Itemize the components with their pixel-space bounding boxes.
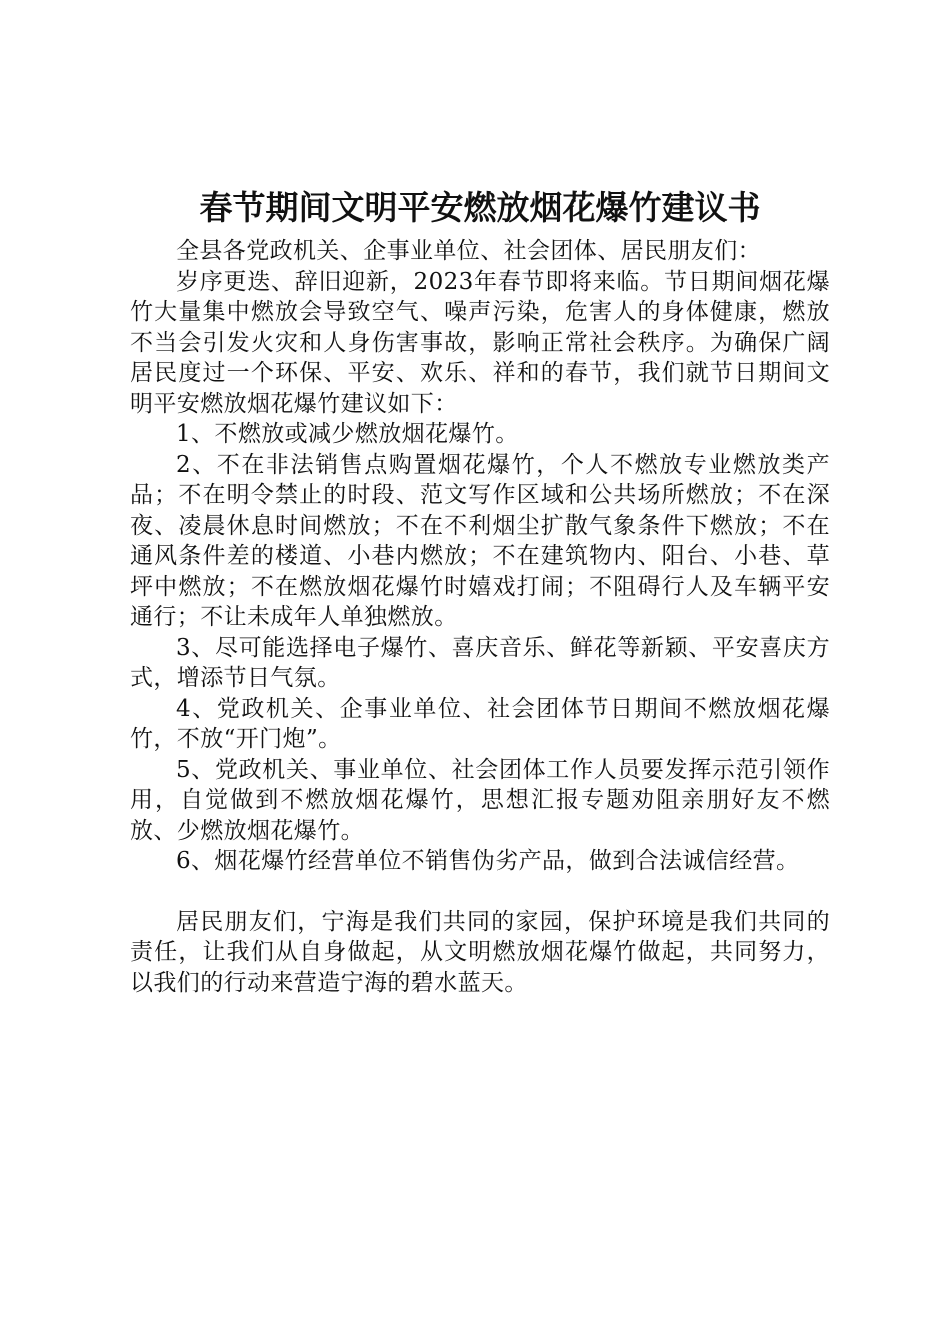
closing-paragraph: 居民朋友们，宁海是我们共同的家园，保护环境是我们共同的责任，让我们从自身做起，从文明燃放烟花爆竹做起，共同努力，以我们的行动来营造宁海的碧水蓝天。: [130, 908, 830, 996]
document-page: [130, 180, 830, 998]
list-item: 2、不在非法销售点购置烟花爆竹，个人不燃放专业燃放类产品；不在明令禁止的时段、范文写作区域和公共场所燃放；不在深夜、凌晨休息时间燃放；不在不利烟尘扩散气象条件下燃放；不在通风条件差的楼道、小巷内燃放；不在建筑物内、阳台、小巷、草坪中燃放；不在燃放烟花爆竹时嬉戏打闹；不阻碍行人及车辆平安通行；不让未成年人单独燃放。: [130, 451, 830, 630]
list-item: 5、党政机关、事业单位、社会团体工作人员要发挥示范引领作用，自觉做到不燃放烟花爆竹，思想汇报专题劝阻亲朋好友不燃放、少燃放烟花爆竹。: [130, 756, 830, 844]
list-item: 1、不燃放或减少燃放烟花爆竹。: [176, 421, 519, 447]
intro-paragraph: 岁序更迭、辞旧迎新，2023年春节即将来临。节日期间烟花爆竹大量集中燃放会导致空气、噪声污染，危害人的身体健康，燃放不当会引发火灾和人身伤害事故，影响正常社会秩序。为确保广阔居民度过一个环保、平安、欢乐、祥和的春节，我们就节日期间文明平安燃放烟花爆竹建议如下：: [130, 268, 830, 417]
salutation: 全县各党政机关、企事业单位、社会团体、居民朋友们：: [176, 238, 761, 264]
list-item: 4、党政机关、企事业单位、社会团体节日期间不燃放烟花爆竹，不放“开门炮”。: [130, 695, 830, 752]
document-title: 春节期间文明平安燃放烟花爆竹建议书: [199, 188, 761, 227]
list-item: 3、尽可能选择电子爆竹、喜庆音乐、鲜花等新颖、平安喜庆方式，增添节日气氛。: [130, 634, 830, 691]
paragraph-spacer: [130, 877, 830, 907]
list-item: 6、烟花爆竹经营单位不销售伪劣产品，做到合法诚信经营。: [176, 848, 800, 874]
